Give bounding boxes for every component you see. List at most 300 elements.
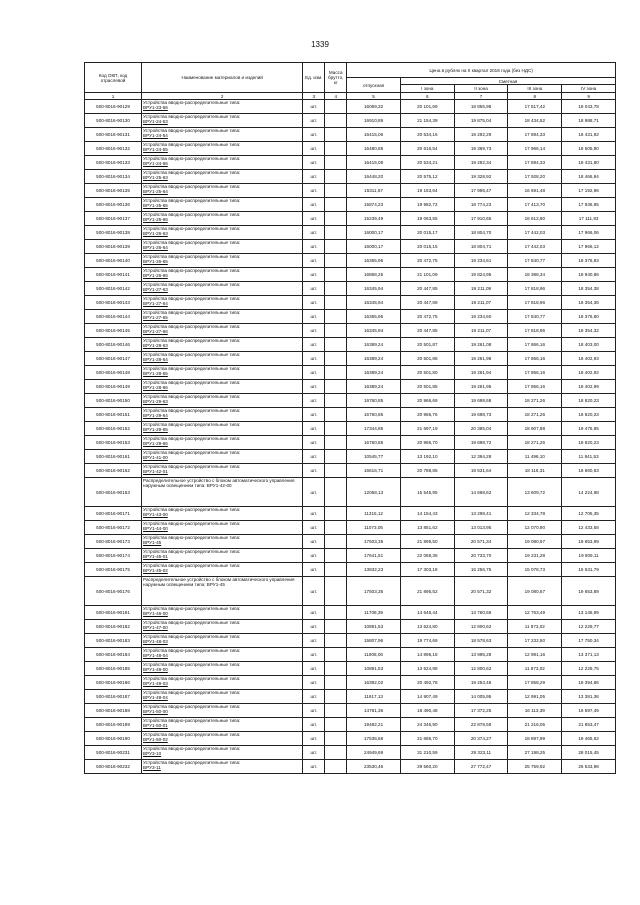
row-name-text: Устройства вводно-распределительные типа: — [143, 521, 241, 526]
row-unit: шт. — [303, 450, 325, 464]
row-unit: шт. — [303, 718, 325, 732]
row-name — [142, 114, 303, 128]
row-price: 18 578,63 — [454, 634, 508, 648]
row-code: 500-8016-90149 — [85, 380, 142, 394]
row-name-model: ВРУ3-11 — [143, 765, 161, 770]
row-name-model: ВРУ1-46-00 — [143, 611, 168, 616]
header-estimate: Сметная — [400, 78, 615, 85]
row-price: 18 466,94 — [562, 170, 616, 184]
row-price: 19 253,46 — [454, 676, 508, 690]
col-num: 1 — [85, 93, 142, 100]
row-name — [142, 507, 303, 521]
price-table — [84, 62, 616, 774]
row-price: 17 442,03 — [508, 240, 562, 254]
row-name-model: ВРУ1-23-56 — [143, 105, 168, 110]
row-name — [142, 296, 303, 310]
row-name — [142, 732, 303, 746]
row-name — [142, 142, 303, 156]
row-code: 500-8016-90171 — [85, 507, 142, 521]
row-price: 18 402,93 — [562, 352, 616, 366]
row-price: 20 015,17 — [400, 226, 454, 240]
row-name-text: Устройства вводно-распределительные типа: — [143, 704, 241, 709]
row-price: 20 501,80 — [400, 366, 454, 380]
row-price: 21 216,05 — [508, 718, 562, 732]
row-price: 18 774,23 — [454, 198, 508, 212]
row-price: 19 261,94 — [454, 366, 508, 380]
row-price: 20 385,04 — [454, 422, 508, 436]
row-price: 14 646,44 — [400, 606, 454, 620]
row-price: 18 804,70 — [454, 226, 508, 240]
row-name — [142, 310, 303, 324]
row-price: 20 575,12 — [400, 170, 454, 184]
row-price: 17 966,14 — [508, 142, 562, 156]
row-name — [142, 324, 303, 338]
row-price: 21 895,50 — [400, 535, 454, 549]
row-price: 20 534,21 — [400, 156, 454, 170]
row-unit: шт. — [303, 338, 325, 352]
table-row — [85, 563, 616, 577]
row-price: 14781,36 — [347, 704, 401, 718]
row-price: 19 261,95 — [454, 380, 508, 394]
row-price: 19 211,07 — [454, 324, 508, 338]
header-price-group: Цена в рублях на II квартал 2016 года (без НДС) — [347, 63, 616, 78]
row-name-text: Устройства вводно-распределительные типа: — [143, 648, 241, 653]
table-row — [85, 478, 616, 507]
row-code: 500-8016-90175 — [85, 563, 142, 577]
row-price: 18 820,23 — [562, 408, 616, 422]
row-price: 19 328,92 — [454, 170, 508, 184]
table-row — [85, 310, 616, 324]
row-code: 500-8016-90138 — [85, 226, 142, 240]
row-name — [142, 128, 303, 142]
table-row — [85, 676, 616, 690]
row-price: 16415,06 — [347, 128, 401, 142]
row-price: 27 198,25 — [508, 746, 562, 760]
row-price: 19 698,72 — [454, 436, 508, 450]
row-name-model: ВРУ1-27-63 — [143, 287, 168, 292]
table-row — [85, 198, 616, 212]
row-name — [142, 563, 303, 577]
row-mass — [325, 620, 347, 634]
row-unit: шт. — [303, 324, 325, 338]
row-price: 17 303,18 — [400, 563, 454, 577]
row-price: 18 354,36 — [562, 296, 616, 310]
row-name — [142, 634, 303, 648]
row-price: 17503,35 — [347, 577, 401, 606]
row-name-text: Устройства вводно-распределительные типа: — [143, 240, 241, 245]
row-name-model: ВРУ1-45-02 — [143, 568, 168, 573]
row-price: 11 873,02 — [508, 620, 562, 634]
row-unit: шт. — [303, 226, 325, 240]
row-price: 18 820,23 — [562, 394, 616, 408]
row-mass — [325, 408, 347, 422]
table-row — [85, 521, 616, 535]
row-name-text: Устройства вводно-распределительные типа: — [143, 394, 241, 399]
row-unit: шт. — [303, 114, 325, 128]
row-name-text: Устройства вводно-распределительные типа: — [143, 352, 241, 357]
row-mass — [325, 338, 347, 352]
row-unit: шт. — [303, 198, 325, 212]
row-unit: шт. — [303, 760, 325, 774]
row-name-text: Устройства вводно-распределительные типа: — [143, 338, 241, 343]
row-price: 15239,49 — [347, 212, 401, 226]
row-unit: шт. — [303, 352, 325, 366]
row-name-model: ВРУ1-44-00 — [143, 526, 168, 531]
row-name-text: Устройства вводно-распределительные типа: — [143, 268, 241, 273]
row-name-model: ВРУ1-25-66 — [143, 217, 168, 222]
row-unit: шт. — [303, 662, 325, 676]
row-price: 13 609,72 — [508, 478, 562, 507]
row-price: 19 653,89 — [562, 577, 616, 606]
row-price: 18 402,99 — [562, 380, 616, 394]
row-name-text: Устройства вводно-распределительные типа: — [143, 142, 241, 147]
row-name-model: ВРУ1-28-66 — [143, 385, 168, 390]
row-price: 21 154,39 — [400, 114, 454, 128]
row-name — [142, 170, 303, 184]
row-name-text: Распределительное устройство с блоком автоматического управления наружным освещением типа: ВРУ1-45 — [143, 577, 295, 587]
row-price: 11 496,10 — [508, 450, 562, 464]
row-price: 22 878,58 — [454, 718, 508, 732]
row-price: 16868,25 — [347, 268, 401, 282]
row-unit: шт. — [303, 310, 325, 324]
row-price: 10891,53 — [347, 620, 401, 634]
table-row — [85, 648, 616, 662]
table-body — [85, 100, 616, 774]
row-price: 11315,12 — [347, 507, 401, 521]
row-name-text: Устройства вводно-распределительные типа: — [143, 450, 241, 455]
row-mass — [325, 240, 347, 254]
row-name — [142, 198, 303, 212]
row-price: 17 995,47 — [454, 184, 508, 198]
row-name — [142, 156, 303, 170]
row-price: 18 403,00 — [562, 338, 616, 352]
row-price: 29 560,20 — [400, 760, 454, 774]
row-price: 17 192,96 — [562, 184, 616, 198]
row-name-model: ВРУ1-45 — [143, 540, 162, 545]
row-code: 500-8016-90146 — [85, 338, 142, 352]
row-code: 500-8016-90181 — [85, 606, 142, 620]
row-name-model: ВРУ3-10 — [143, 751, 162, 756]
row-mass — [325, 464, 347, 478]
row-price: 27 772,47 — [454, 760, 508, 774]
row-price: 12 334,78 — [508, 507, 562, 521]
row-unit: шт. — [303, 676, 325, 690]
row-code: 500-8016-90140 — [85, 254, 142, 268]
row-name-text: Устройства вводно-распределительные типа: — [143, 156, 241, 161]
row-price: 11917,13 — [347, 690, 401, 704]
row-name-text: Устройства вводно-распределительные типа: — [143, 676, 241, 681]
row-name — [142, 535, 303, 549]
row-price: 17 517,42 — [508, 100, 562, 114]
row-price: 16480,85 — [347, 142, 401, 156]
row-unit: шт. — [303, 634, 325, 648]
row-price: 19 231,28 — [508, 549, 562, 563]
row-unit: шт. — [303, 732, 325, 746]
row-name-model: ВРУ1-27-65 — [143, 315, 168, 320]
row-name-text: Устройства вводно-распределительные типа: — [143, 718, 241, 723]
row-price: 16389,24 — [347, 338, 401, 352]
row-name-text: Устройства вводно-распределительные типа: — [143, 760, 241, 765]
table-row — [85, 760, 616, 774]
row-name-model: ВРУ1-47-00 — [143, 625, 168, 630]
row-name — [142, 268, 303, 282]
row-name — [142, 366, 303, 380]
row-price: 19 292,34 — [454, 156, 508, 170]
row-price: 16 691,48 — [508, 184, 562, 198]
row-name-text: Распределительное устройство с блоком автоматического управления наружным освещением типа: ВРУ1-42-00 — [143, 478, 295, 488]
row-price: 18 897,99 — [508, 732, 562, 746]
row-code: 500-8016-90132 — [85, 142, 142, 156]
row-code: 500-8016-90162 — [85, 464, 142, 478]
row-price: 12 229,75 — [562, 662, 616, 676]
row-price: 12 433,58 — [562, 521, 616, 535]
row-mass — [325, 535, 347, 549]
row-price: 16392,02 — [347, 676, 401, 690]
row-price: 24 346,90 — [400, 718, 454, 732]
row-price: 13 851,62 — [400, 521, 454, 535]
header-code: Код ОКП, код отраслевой — [85, 63, 142, 93]
row-price: 19 080,67 — [508, 577, 562, 606]
row-unit: шт. — [303, 142, 325, 156]
table-row — [85, 380, 616, 394]
row-name-model: ВРУ1-48-04 — [143, 653, 168, 658]
row-price: 20 492,78 — [400, 676, 454, 690]
row-price: 17 866,16 — [508, 352, 562, 366]
row-price: 17 111,93 — [562, 212, 616, 226]
header-release: отпускная — [347, 78, 401, 93]
row-mass — [325, 521, 347, 535]
row-code: 500-8016-90161 — [85, 450, 142, 464]
row-price: 16 612,80 — [508, 212, 562, 226]
row-name-text: Устройства вводно-распределительные типа: — [143, 212, 241, 217]
row-name — [142, 184, 303, 198]
row-price: 12 229,77 — [562, 620, 616, 634]
row-mass — [325, 100, 347, 114]
table-row — [85, 100, 616, 114]
row-price: 18 388,34 — [508, 268, 562, 282]
row-price: 16616,71 — [347, 464, 401, 478]
table-row — [85, 156, 616, 170]
row-price: 16389,24 — [347, 352, 401, 366]
row-unit: шт. — [303, 436, 325, 450]
row-price: 21 895,52 — [400, 577, 454, 606]
row-price: 16365,95 — [347, 310, 401, 324]
table-row — [85, 718, 616, 732]
row-mass — [325, 380, 347, 394]
row-mass — [325, 648, 347, 662]
row-mass — [325, 662, 347, 676]
row-name — [142, 100, 303, 114]
table-row — [85, 408, 616, 422]
row-price: 13 371,13 — [562, 648, 616, 662]
row-name-text: Устройства вводно-распределительные типа: — [143, 198, 241, 203]
row-price: 22 068,35 — [400, 549, 454, 563]
col-num: 4 — [325, 93, 347, 100]
table-row — [85, 226, 616, 240]
row-code: 500-8016-90232 — [85, 760, 142, 774]
row-price: 29 323,11 — [454, 746, 508, 760]
row-price: 18 354,38 — [562, 282, 616, 296]
col-num: 3 — [303, 93, 325, 100]
row-name — [142, 282, 303, 296]
row-price: 19 234,60 — [454, 310, 508, 324]
row-mass — [325, 507, 347, 521]
row-unit: шт. — [303, 380, 325, 394]
row-name-text: Устройства вводно-распределительные типа: — [143, 662, 241, 667]
row-unit: шт. — [303, 296, 325, 310]
row-name-model: ВРУ1-49-00 — [143, 667, 168, 672]
row-price: 17 966,06 — [562, 226, 616, 240]
row-price: 15 545,95 — [400, 478, 454, 507]
row-price: 17 866,16 — [508, 366, 562, 380]
table-row — [85, 634, 616, 648]
row-price: 20 472,75 — [400, 254, 454, 268]
row-price: 15 531,79 — [562, 563, 616, 577]
table-row — [85, 450, 616, 464]
row-price: 18 907,88 — [508, 422, 562, 436]
row-name-text: Устройства вводно-распределительные типа: — [143, 436, 241, 441]
row-code: 500-8016-90152 — [85, 422, 142, 436]
row-price: 20 447,85 — [400, 282, 454, 296]
row-name — [142, 254, 303, 268]
row-name-text: Устройства вводно-распределительные типа: — [143, 282, 241, 287]
row-price: 19 261,08 — [454, 338, 508, 352]
row-name-model: ВРУ1-42-01 — [143, 469, 168, 474]
row-mass — [325, 563, 347, 577]
row-name — [142, 620, 303, 634]
row-price: 17641,51 — [347, 549, 401, 563]
row-price: 19 292,29 — [454, 128, 508, 142]
row-unit: шт. — [303, 268, 325, 282]
row-price: 12 800,62 — [454, 620, 508, 634]
table-row — [85, 212, 616, 226]
col-num: 8 — [508, 93, 562, 100]
row-price: 20 534,16 — [400, 128, 454, 142]
row-price: 10891,53 — [347, 662, 401, 676]
row-unit: шт. — [303, 577, 325, 606]
row-code: 500-8016-90183 — [85, 634, 142, 648]
row-price: 20 501,87 — [400, 338, 454, 352]
header-zone2: II зона — [454, 85, 508, 93]
row-name — [142, 212, 303, 226]
row-mass — [325, 394, 347, 408]
row-name-text: Устройства вводно-распределительные типа: — [143, 254, 241, 259]
row-name-model: ВРУ1-24-54 — [143, 133, 168, 138]
row-price: 10545,77 — [347, 450, 401, 464]
row-price: 18 271,26 — [508, 408, 562, 422]
row-mass — [325, 746, 347, 760]
table-row — [85, 366, 616, 380]
row-name — [142, 690, 303, 704]
table-row — [85, 394, 616, 408]
row-price: 14 224,98 — [562, 478, 616, 507]
row-name-model: ВРУ1-29-66 — [143, 441, 168, 446]
row-price: 18 271,26 — [508, 394, 562, 408]
table-row — [85, 549, 616, 563]
row-price: 19 369,73 — [454, 142, 508, 156]
row-name — [142, 352, 303, 366]
row-code: 500-8016-90148 — [85, 366, 142, 380]
row-price: 18 940,86 — [562, 268, 616, 282]
row-price: 17344,85 — [347, 422, 401, 436]
row-price: 24949,69 — [347, 746, 401, 760]
row-price: 12068,13 — [347, 478, 401, 507]
row-name-text: Устройства вводно-распределительные типа: — [143, 100, 241, 105]
row-unit: шт. — [303, 620, 325, 634]
row-price: 28 015,45 — [562, 746, 616, 760]
row-name — [142, 436, 303, 450]
row-price: 19 774,69 — [400, 634, 454, 648]
row-price: 19 153,64 — [400, 184, 454, 198]
row-name — [142, 577, 303, 606]
row-unit: шт. — [303, 366, 325, 380]
row-name — [142, 422, 303, 436]
row-mass — [325, 156, 347, 170]
row-code: 500-8016-90151 — [85, 408, 142, 422]
row-name-text: Устройства вводно-распределительные типа: — [143, 606, 241, 611]
table-row — [85, 704, 616, 718]
row-unit: шт. — [303, 184, 325, 198]
row-name — [142, 606, 303, 620]
row-unit: шт. — [303, 746, 325, 760]
row-code: 500-8016-90173 — [85, 535, 142, 549]
col-num: 6 — [400, 93, 454, 100]
header-column-numbers — [85, 93, 616, 100]
row-unit: шт. — [303, 254, 325, 268]
row-name-model: ВРУ1-49-03 — [143, 681, 168, 686]
row-unit: шт. — [303, 648, 325, 662]
row-price: 15 078,73 — [508, 563, 562, 577]
row-price: 13 760,66 — [454, 606, 508, 620]
row-price: 18 394,86 — [562, 676, 616, 690]
row-price: 15874,23 — [347, 198, 401, 212]
row-name-model: ВРУ1-50-00 — [143, 709, 168, 714]
row-name — [142, 226, 303, 240]
row-mass — [325, 606, 347, 620]
row-price: 20 374,27 — [454, 732, 508, 746]
row-price: 21 101,09 — [400, 268, 454, 282]
row-name — [142, 408, 303, 422]
row-price: 14 907,49 — [400, 690, 454, 704]
row-price: 26 533,98 — [562, 760, 616, 774]
row-price: 11 873,02 — [508, 662, 562, 676]
row-price: 20 447,85 — [400, 324, 454, 338]
table-row — [85, 577, 616, 606]
row-code: 500-8016-90150 — [85, 394, 142, 408]
row-price: 20 501,85 — [400, 380, 454, 394]
row-name-text: Устройства вводно-распределительные типа: — [143, 422, 241, 427]
row-code: 500-8016-90136 — [85, 198, 142, 212]
row-name-text: Устройства вводно-распределительные типа: — [143, 184, 241, 189]
row-price: 17 442,03 — [508, 226, 562, 240]
row-code: 500-8016-90153 — [85, 436, 142, 450]
row-price: 16345,94 — [347, 282, 401, 296]
table-row — [85, 254, 616, 268]
row-price: 18 505,90 — [562, 142, 616, 156]
row-price: 16 597,49 — [562, 704, 616, 718]
row-name-model: ВРУ1-29-65 — [143, 427, 168, 432]
row-price: 20 501,86 — [400, 352, 454, 366]
row-name — [142, 478, 303, 507]
row-unit: шт. — [303, 156, 325, 170]
row-price: 16760,85 — [347, 408, 401, 422]
row-price: 16760,85 — [347, 436, 401, 450]
row-price: 17 840,77 — [508, 310, 562, 324]
col-num: 5 — [347, 93, 401, 100]
row-price: 13 624,98 — [400, 662, 454, 676]
row-name-text: Устройства вводно-распределительные типа: — [143, 170, 241, 175]
row-name-model: ВРУ1-27-64 — [143, 301, 168, 306]
